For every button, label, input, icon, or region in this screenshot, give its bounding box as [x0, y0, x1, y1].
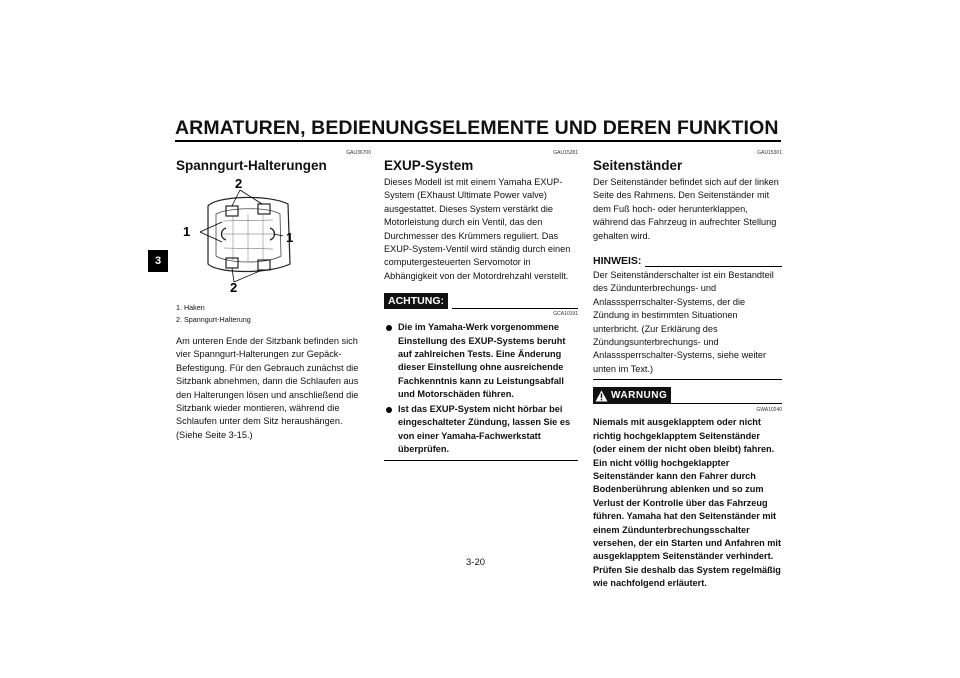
section-heading: EXUP-System — [384, 158, 474, 173]
achtung-header — [384, 293, 578, 309]
achtung-item: Die im Yamaha-Werk vorgenommene Einstellung des EXUP-Systems beruht auf zahlreichen Tests. Eine Änderung dieser Einstellung ohne ausreichende Fachkenntnis kann zu Leistungsabfall und Motorschäden führen. — [384, 321, 578, 401]
legend-item: 2. Spanngurt-Halterung — [176, 315, 251, 324]
achtung-label: ACHTUNG: — [384, 293, 448, 309]
seat-underside-illustration — [178, 176, 308, 294]
callout-1-left: 1 — [183, 224, 191, 239]
warning-triangle-icon — [595, 390, 608, 402]
chapter-tab: 3 — [148, 250, 168, 272]
achtung-item: Ist das EXUP-System nicht hörbar bei eingeschalteter Zündung, lassen Sie es von einer Yamaha-Fachwerkstatt überprüfen. — [384, 403, 578, 457]
warnung-code: GWA10240 — [756, 407, 782, 414]
callout-2-top: 2 — [235, 176, 243, 191]
section-code: GAU36700 — [346, 150, 371, 156]
section-body: Der Seitenständer befindet sich auf der linken Seite des Rahmens. Den Seitenständer mit dem Fuß hoch- oder herunterklappen, während das Fahrzeug in aufrechter Stellung gehalten wird. — [593, 177, 779, 241]
section-code: GAU15301 — [757, 150, 782, 156]
page-header-title: ARMATUREN, BEDIENUNGSELEMENTE UND DEREN FUNKTION — [175, 117, 779, 139]
callout-2-bottom: 2 — [230, 280, 238, 294]
column-seitenstaender — [593, 150, 782, 591]
callout-1-right: 1 — [286, 230, 294, 245]
illustration-drawing — [178, 176, 308, 294]
hinweis-label: HINWEIS: — [593, 255, 642, 268]
warnung-label: WARNUNG — [611, 390, 668, 402]
achtung-rule — [452, 308, 578, 309]
achtung-list — [384, 321, 578, 456]
warnung-header — [593, 388, 782, 404]
section-body: Dieses Modell ist mit einem Yamaha EXUP-System (EXhaust Ultimate Power valve) ausgestattet. Dieses System verstärkt die Motorleistung durch ein Ventil, das den Durchmesser des Krümmers reguliert. Das EXUP-System-Ventil wird ständig durch einen computergesteuerten Servomotor in Abhängigkeit von der Motordrehzahl verstellt. — [384, 177, 571, 281]
hinweis-rule — [645, 266, 782, 267]
section-heading: Spanngurt-Halterungen — [176, 158, 327, 173]
hinweis-header — [593, 251, 782, 267]
warnung-body: Niemals mit ausgeklapptem oder nicht richtig hochgeklapptem Seitenständer (oder einem der nicht oben bleibt) fahren. Ein nicht völlig hochgeklappter Seitenständer kann den Fahrer durch Bodenberührung ablenken und so zum Verlust der Kontrolle über das Fahrzeug führen. Yamaha hat den Seitenständer mit einem Zündunterbrechungsschalter versehen, der ein Starten und Anfahren mit ausgeklapptem Seitenständer verhindert. Prüfen Sie deshalb das System regelmäßig wie nachfolgend erläutert. — [593, 417, 782, 589]
column-spanngurt — [176, 150, 371, 442]
legend-item: 1. Haken — [176, 303, 205, 312]
hinweis-body: Der Seitenständerschalter ist ein Bestandteil des Zündunterbrechungs- und Anlasssperrschalter-Systems, der die Zündung in bestimmten Situationen unterbricht. (Zur Erklärung des Zündungsunterbrechungs- und Anlasssperrschalter-Systems, siehe weiter unten im Text.) — [593, 270, 774, 374]
header-rule — [175, 140, 781, 142]
section-heading: Seitenständer — [593, 158, 683, 173]
warnung-badge — [593, 387, 671, 404]
illustration-legend — [176, 302, 371, 326]
column-exup — [384, 150, 578, 461]
warnung-rule — [671, 403, 782, 404]
section-body: Am unteren Ende der Sitzbank befinden sich vier Spanngurt-Halterungen zur Gepäck-Befestigung. Für den Gebrauch zunächst die Sitzbank abnehmen, dann die Schlaufen aus den Halterungen lösen und anschließend die Sitzbank wieder montieren, während die Schlaufen unter dem Sitz heraushängen. (Siehe Seite 3-15.) — [176, 336, 359, 440]
page-number: 3-20 — [466, 557, 486, 568]
achtung-code: GCA10191 — [553, 311, 578, 318]
achtung-end-rule — [384, 460, 578, 461]
hinweis-end-rule — [593, 379, 782, 380]
section-code: GAU15281 — [553, 150, 578, 156]
